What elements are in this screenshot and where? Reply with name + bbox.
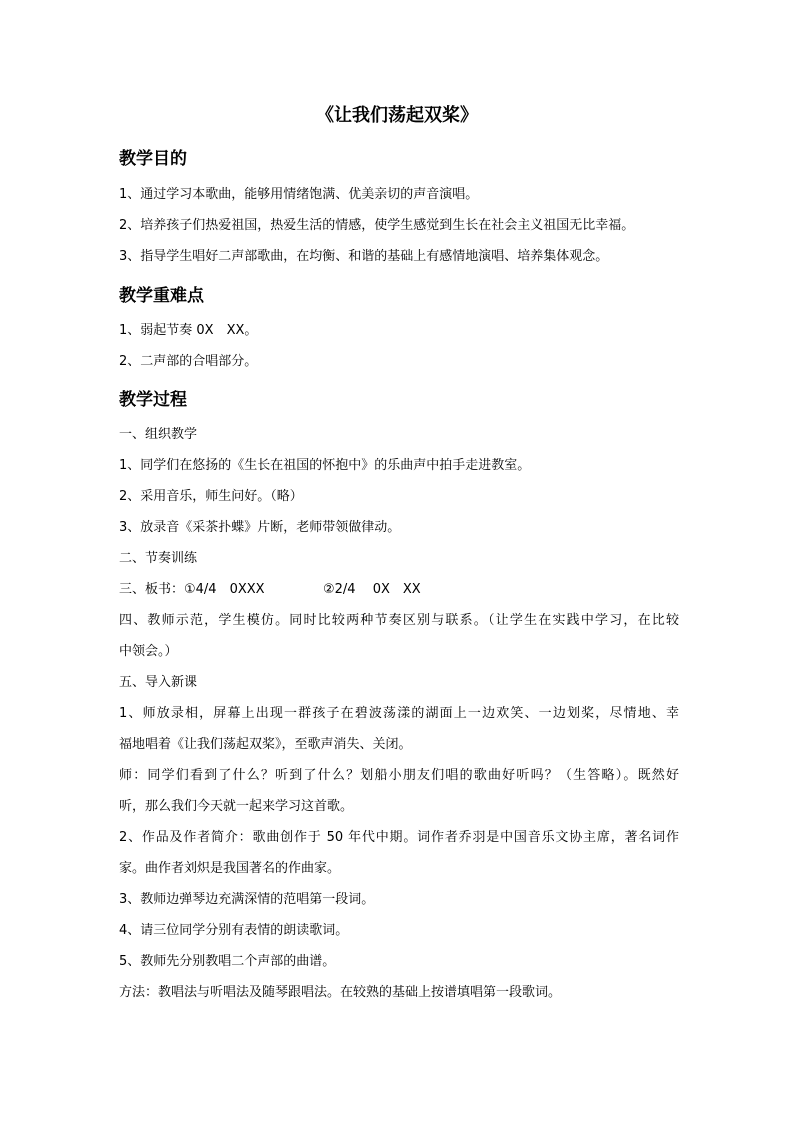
process-line: 1、师放录相，屏幕上出现一群孩子在碧波荡漾的湖面上一边欢笑、一边划桨，尽情地、幸 [119,706,679,721]
process-line: 家。曲作者刘炽是我国著名的作曲家。 [119,861,341,876]
blackboard-rhythm-1: 三、板书：①4/4 0XXX [119,582,265,597]
section-heading-objectives: 教学目的 [119,149,187,169]
process-line: 四、教师示范，学生模仿。同时比较两种节奏区别与联系。（让学生在实践中学习，在比较 [119,613,679,628]
process-line: 中领会。） [119,644,178,659]
section-heading-process: 教学过程 [119,390,187,410]
blackboard-line [119,580,421,600]
section-heading-key-points: 教学重难点 [119,286,204,306]
process-line: 3、放录音《采茶扑蝶》片断，老师带领做律动。 [119,520,401,535]
process-line: 4、请三位同学分别有表情的朗读歌词。 [119,923,349,938]
objective-item-3: 3、指导学生唱好二声部歌曲，在均衡、和谐的基础上有感情地演唱、培养集体观念。 [119,249,609,264]
process-line: 1、同学们在悠扬的《生长在祖国的怀抱中》的乐曲声中拍手走进教室。 [119,458,531,473]
process-line: 5、教师先分别教唱二个声部的曲谱。 [119,954,336,969]
process-line: 2、采用音乐，师生问好。（略） [119,489,303,504]
process-line: 二、节奏训练 [119,551,198,566]
process-line: 福地唱着《让我们荡起双桨》，至歌声消失、关闭。 [119,737,412,752]
objective-item-2: 2、培养孩子们热爱祖国，热爱生活的情感，使学生感觉到生长在社会主义祖国无比幸福。 [119,218,635,233]
process-line: 2、作品及作者简介：歌曲创作于 50 年代中期。词作者乔羽是中国音乐文协主席，著名词作 [119,830,679,845]
process-line: 师：同学们看到了什么？听到了什么？划船小朋友们唱的歌曲好听吗？（生答略）。既然好 [119,768,679,783]
process-line: 方法：教唱法与听唱法及随琴跟唱法。在较熟的基础上按谱填唱第一段歌词。 [119,985,562,1000]
process-line: 3、教师边弹琴边充满深情的范唱第一段词。 [119,892,375,907]
key-point-item-2: 2、二声部的合唱部分。 [119,354,258,369]
process-line: 一、组织教学 [119,427,198,442]
process-line: 听，那么我们今天就一起来学习这首歌。 [119,799,354,814]
blackboard-rhythm-2: ②2/4 0X XX [323,582,421,597]
key-point-item-1: 1、弱起节奏 0X XX。 [119,323,258,338]
objective-item-1: 1、通过学习本歌曲，能够用情绪饱满、优美亲切的声音演唱。 [119,187,479,202]
process-line: 五、导入新课 [119,675,198,690]
document-title: 《让我们荡起双桨》 [316,105,478,126]
